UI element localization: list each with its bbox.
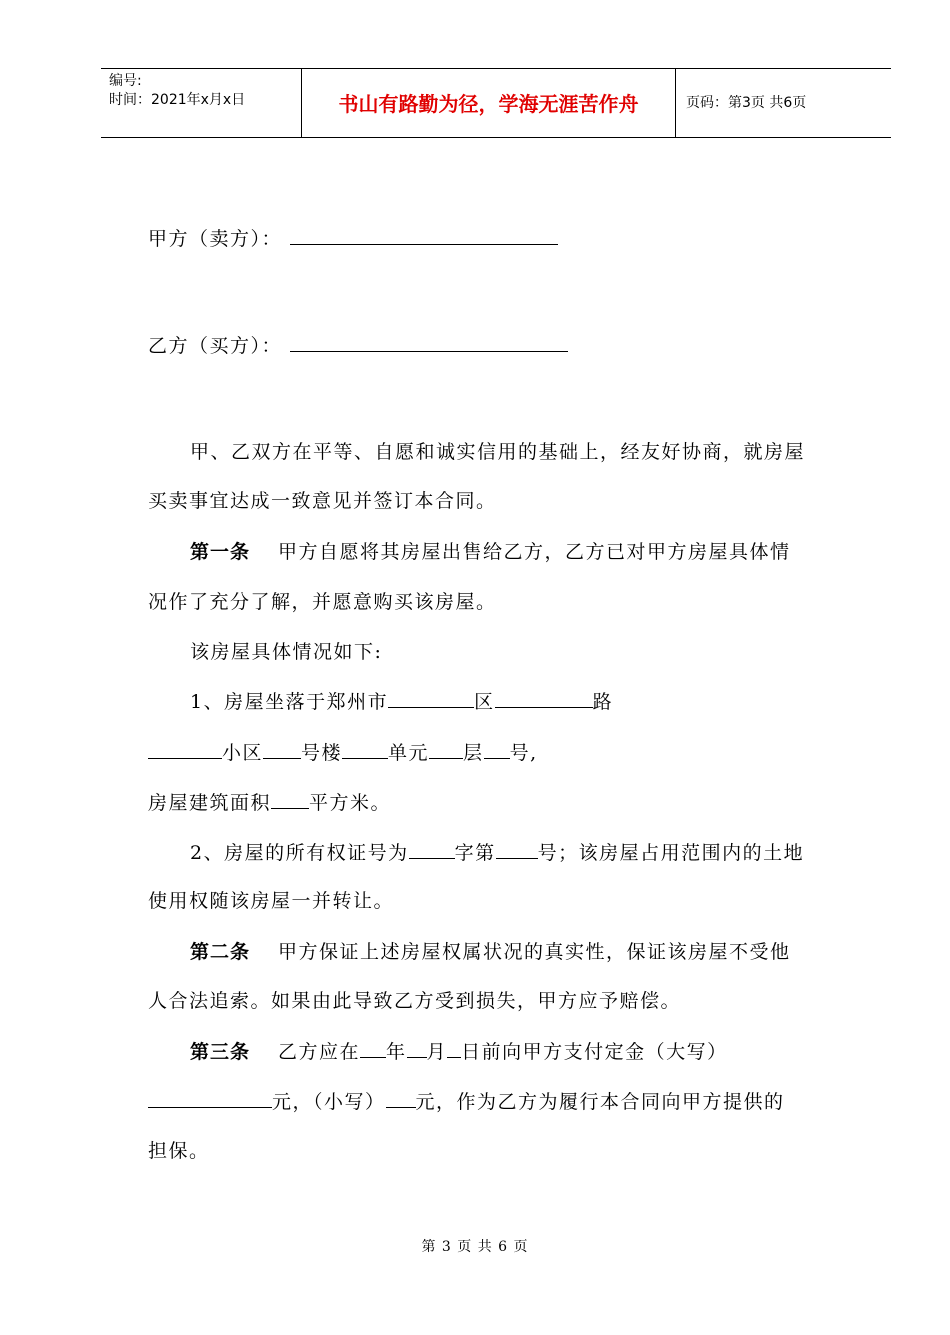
item-1-line-1	[190, 689, 613, 714]
item-2-line-2: 使用权随该房屋一并转让。	[148, 890, 395, 912]
article-3-line-3: 担保。	[148, 1140, 210, 1162]
item-1-text-e: 号楼	[301, 742, 343, 764]
header-meta-cell	[101, 69, 302, 137]
buyer-signature-blank	[290, 333, 568, 352]
article-3-line-1	[190, 1039, 728, 1064]
article-1-line-2: 况作了充分了解，并愿意购买该房屋。	[148, 591, 497, 613]
building-blank	[263, 740, 301, 759]
floor-blank	[429, 740, 463, 759]
room-blank	[484, 740, 510, 759]
item-1-text-h: 号,	[509, 742, 538, 764]
item-1-text-f: 单元	[388, 742, 430, 764]
page-header	[101, 68, 891, 138]
buyer-line	[148, 333, 568, 358]
item-1-line-3	[148, 790, 391, 815]
article-3-title: 第三条	[190, 1041, 251, 1063]
certificate-number-blank	[496, 840, 538, 859]
article-3-line-2	[148, 1089, 785, 1114]
article-2-title: 第二条	[190, 941, 251, 963]
year-blank	[360, 1039, 386, 1058]
item-1-text-d: 小区	[222, 742, 264, 764]
unit-blank	[342, 740, 388, 759]
seller-line	[148, 226, 558, 251]
area-blank	[271, 790, 309, 809]
document-date: 时间：2021年x月x日	[109, 92, 246, 108]
article-3-text-e: 元，（小写）	[272, 1091, 386, 1113]
item-1-line-2	[148, 740, 538, 765]
header-motto-cell	[302, 69, 676, 137]
article-2-line-1	[190, 940, 791, 964]
item-1-text-j: 平方米。	[309, 792, 392, 814]
item-2-text-a: 2、房屋的所有权证号为	[190, 842, 409, 864]
intro-line-2: 买卖事宜达成一致意见并签订本合同。	[148, 490, 497, 512]
district-blank	[388, 689, 474, 708]
article-1-line-1	[190, 540, 791, 564]
buyer-label: 乙方（买方）：	[148, 335, 283, 357]
day-blank	[447, 1039, 461, 1058]
item-2-text-c: 号；该房屋占用范围内的土地	[537, 842, 805, 864]
article-3-text-c: 月	[426, 1041, 448, 1063]
article-3-text-f: 元，作为乙方为履行本合同向甲方提供的	[415, 1091, 785, 1113]
header-motto: 书山有路勤为径，学海无涯苦作舟	[338, 92, 639, 116]
page-footer: 第 3 页 共 6 页	[421, 1239, 529, 1255]
seller-label: 甲方（卖方）：	[148, 228, 283, 250]
seller-signature-blank	[290, 226, 558, 245]
month-blank	[407, 1039, 427, 1058]
article-3-text-d: 日前向甲方支付定金（大写）	[461, 1041, 728, 1063]
header-page-number: 页码：第3页 共6页	[686, 95, 807, 111]
deposit-figures-blank	[386, 1089, 416, 1108]
article-3-text-a: 乙方应在	[278, 1041, 361, 1063]
article-1-title: 第一条	[190, 541, 251, 563]
item-1-text-c: 路	[592, 691, 614, 713]
article-2-line-2: 人合法追索。如果由此导致乙方受到损失，甲方应予赔偿。	[148, 990, 682, 1012]
article-2-text-1: 甲方保证上述房屋权属状况的真实性，保证该房屋不受他	[278, 941, 791, 963]
certificate-prefix-blank	[409, 840, 455, 859]
header-page-cell	[676, 69, 891, 137]
item-1-text-i: 房屋建筑面积	[148, 792, 272, 814]
deposit-words-blank	[148, 1089, 272, 1108]
article-1-text-1: 甲方自愿将其房屋出售给乙方，乙方已对甲方房屋具体情	[278, 541, 791, 563]
article-3-text-b: 年	[386, 1041, 407, 1063]
item-1-text-a: 1、房屋坐落于郑州市	[190, 691, 389, 713]
item-2-text-b: 字第	[454, 842, 496, 864]
details-heading: 该房屋具体情况如下:	[190, 641, 383, 663]
item-1-text-g: 层	[463, 742, 484, 764]
intro-line-1: 甲、乙双方在平等、自愿和诚实信用的基础上，经友好协商，就房屋	[190, 441, 806, 463]
item-2-line-1	[190, 840, 804, 865]
document-number-label: 编号:	[109, 73, 142, 89]
community-blank	[148, 740, 222, 759]
item-1-text-b: 区	[474, 691, 495, 713]
road-blank	[495, 689, 593, 708]
